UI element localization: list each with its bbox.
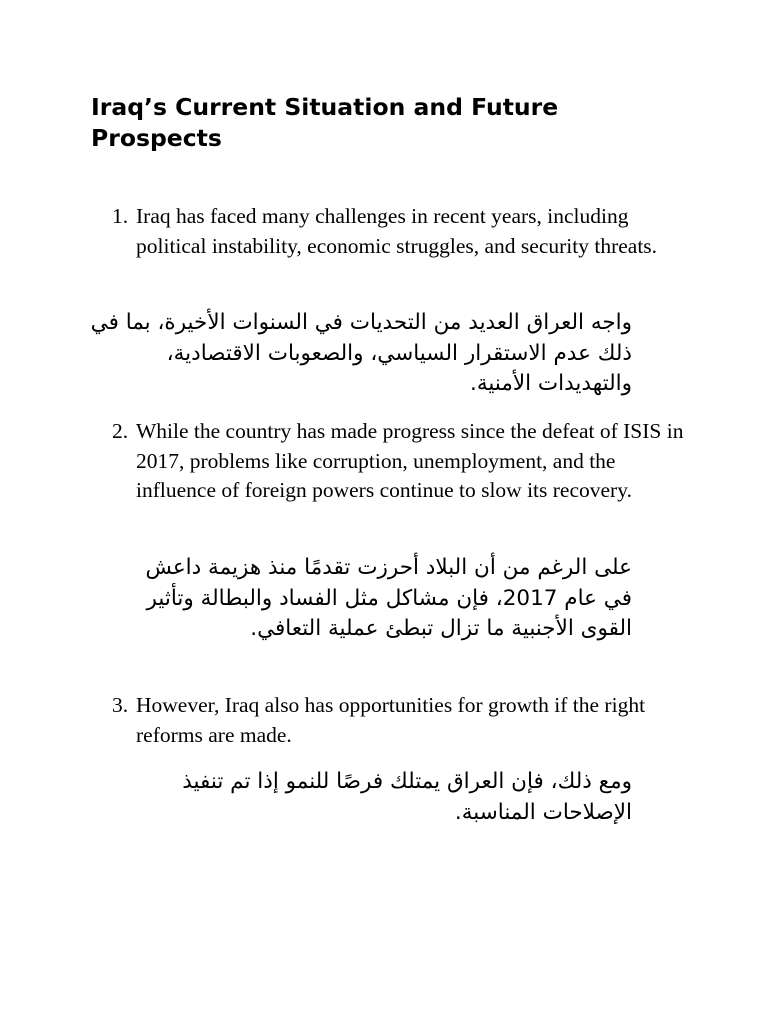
list-item-english-text: Iraq has faced many challenges in recent years, including political instability, economic struggles, and security threats. [136,204,658,258]
list-item-number: 1. [112,204,129,228]
list-item-2 [112,417,692,506]
list-item-number: 3. [112,693,129,717]
document-title: Iraq’s Current Situation and Future Prospects [91,93,559,152]
list-item-3 [112,691,692,750]
list-item-arabic-text: ومع ذلك، فإن العراق يمتلك فرصًا للنمو إذا تم تنفيذ الإصلاحات المناسبة. [182,769,632,825]
list-item-arabic-text: واجه العراق العديد من التحديات في السنوات الأخيرة، بما في ذلك عدم الاستقرار السياسي، والصعوبات الاقتصادية، والتهديدات الأمنية. [90,310,632,396]
list-item-1 [112,202,692,261]
list-item-english-text: However, Iraq also has opportunities for growth if the right reforms are made. [136,693,646,747]
list-item-arabic-text: على الرغم من أن البلاد أحرزت تقدمًا منذ هزيمة داعش في عام 2017، فإن مشاكل مثل الفساد والبطالة وتأثير القوى الأجنبية ما تزال تبطئ عملية التعافي. [145,555,632,641]
list-item-number: 2. [112,419,129,443]
list-item-english-text: While the country has made progress since the defeat of ISIS in 2017, problems like corruption, unemployment, and the influence of foreign powers continue to slow its recovery. [136,419,684,502]
